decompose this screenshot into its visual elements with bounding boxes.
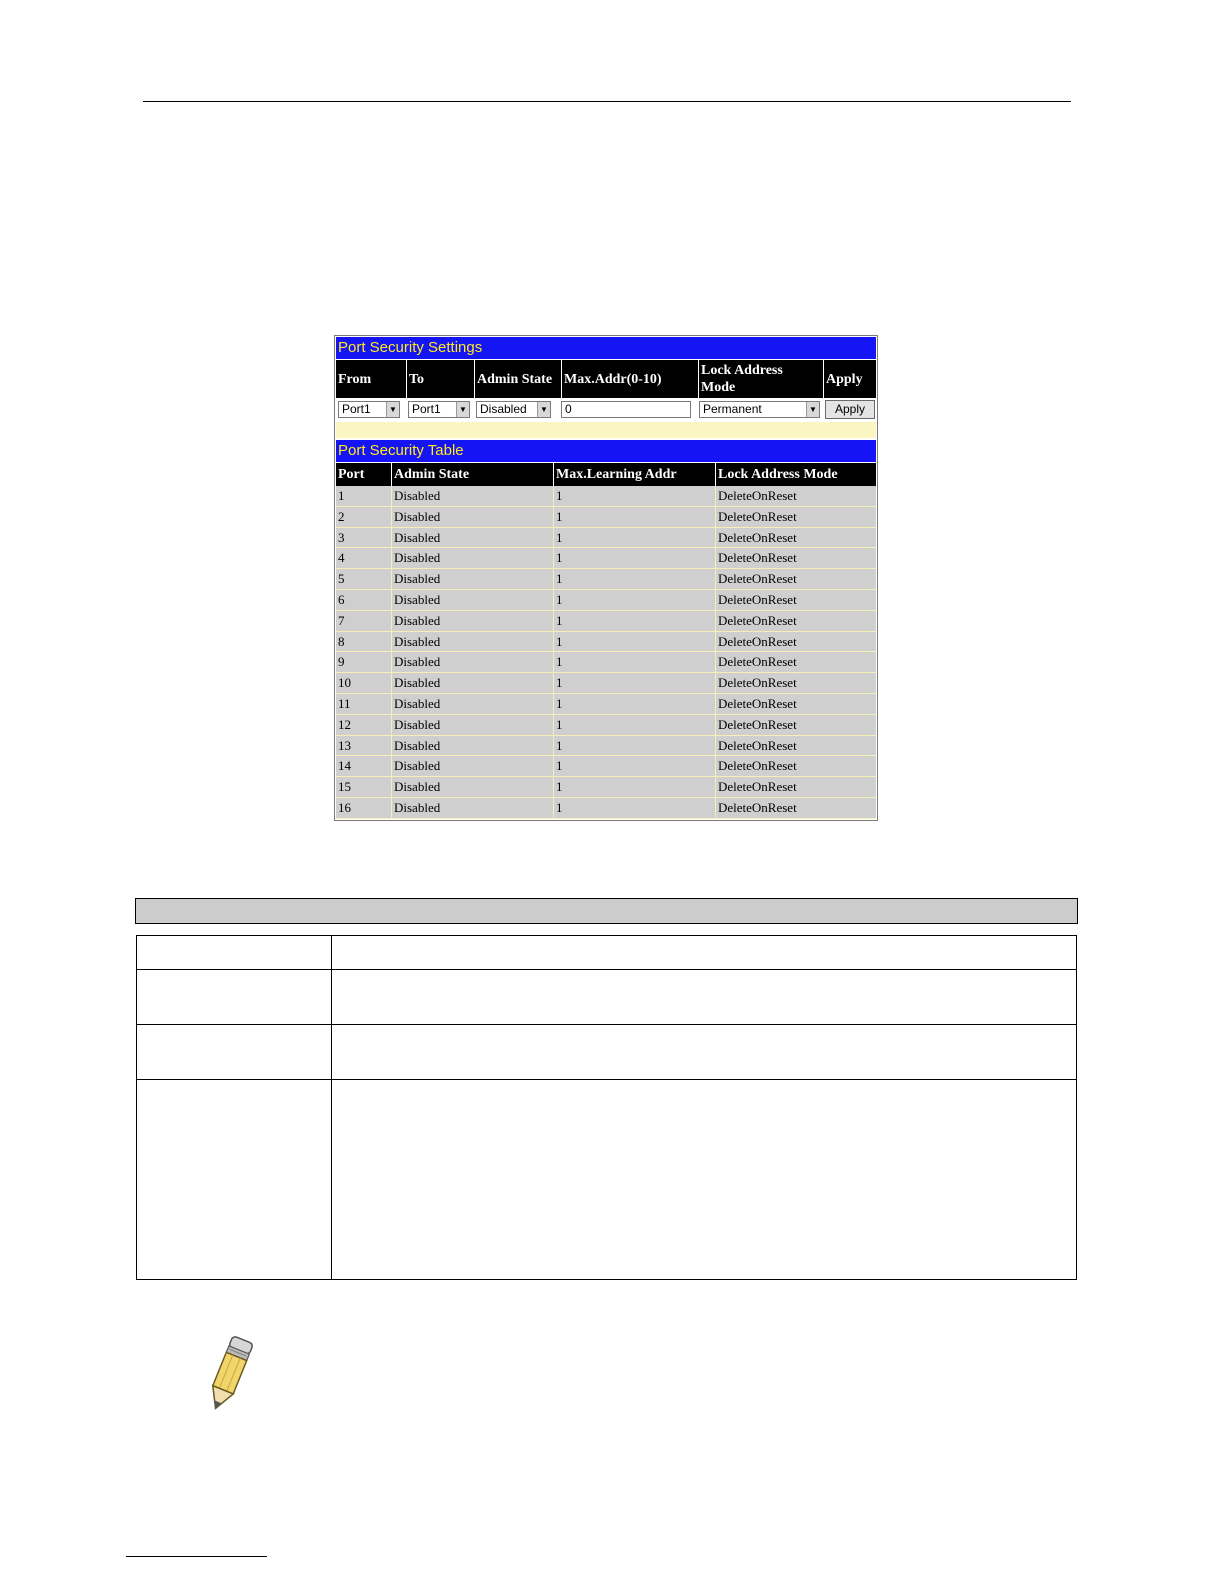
cell-lock-mode: DeleteOnReset <box>715 632 876 652</box>
port-security-panel <box>334 335 878 821</box>
table-row <box>336 715 876 736</box>
parameter-table <box>136 935 1077 1280</box>
settings-title: Port Security Settings <box>338 339 483 356</box>
admin-state-value: Disabled <box>480 402 527 416</box>
cell-max-learning: 1 <box>553 486 715 506</box>
cell-lock-mode: DeleteOnReset <box>715 798 876 818</box>
cell-admin-state: Disabled <box>391 611 553 631</box>
cell-port: 5 <box>338 571 345 587</box>
settings-spacer <box>336 422 876 438</box>
from-port-select[interactable] <box>338 401 400 418</box>
header-lock-mode-line1: Lock Address <box>701 363 783 378</box>
cell-port: 7 <box>338 612 345 628</box>
cell-port: 15 <box>338 779 351 795</box>
table-row <box>336 548 876 569</box>
cell-max-learning: 1 <box>553 652 715 672</box>
cell-lock-mode: DeleteOnReset <box>715 590 876 610</box>
cell-lock-mode: DeleteOnReset <box>715 652 876 672</box>
cell-admin-state: Disabled <box>391 652 553 672</box>
cell-max-learning: 1 <box>553 715 715 735</box>
parameter-table-rule <box>137 1024 1076 1025</box>
cell-admin-state: Disabled <box>391 569 553 589</box>
table-row <box>336 507 876 528</box>
settings-controls-row <box>336 398 876 422</box>
table-row <box>336 528 876 549</box>
cell-max-learning: 1 <box>553 756 715 776</box>
table-row <box>336 736 876 757</box>
cell-port: 8 <box>338 633 345 649</box>
settings-title-bar <box>336 337 876 359</box>
table-row <box>336 590 876 611</box>
cell-lock-mode: DeleteOnReset <box>715 756 876 776</box>
settings-header-row <box>336 360 876 398</box>
header-apply: Apply <box>823 360 876 398</box>
cell-admin-state: Disabled <box>391 777 553 797</box>
cell-port: 1 <box>338 488 345 503</box>
cell-max-learning: 1 <box>553 507 715 527</box>
header-lock-mode-line2: Mode <box>701 380 736 395</box>
cell-admin-state: Disabled <box>391 736 553 756</box>
cell-max-learning: 1 <box>553 694 715 714</box>
table-row <box>336 611 876 632</box>
cell-port: 14 <box>338 758 351 774</box>
cell-max-learning: 1 <box>553 590 715 610</box>
max-addr-input[interactable] <box>561 401 691 418</box>
cell-port: 6 <box>338 591 345 607</box>
cell-lock-mode: DeleteOnReset <box>715 715 876 735</box>
to-port-select[interactable] <box>408 401 470 418</box>
admin-state-select[interactable] <box>476 401 551 418</box>
cell-port: 16 <box>338 799 351 815</box>
footer-rule <box>126 1556 267 1557</box>
cell-admin-state: Disabled <box>391 673 553 693</box>
col-admin-state: Admin State <box>391 463 553 486</box>
table-header-row <box>336 463 876 486</box>
cell-admin-state: Disabled <box>391 486 553 506</box>
cell-lock-mode: DeleteOnReset <box>715 736 876 756</box>
cell-admin-state: Disabled <box>391 548 553 568</box>
table-row <box>336 756 876 777</box>
cell-lock-mode: DeleteOnReset <box>715 486 876 506</box>
header-lock-mode <box>698 360 823 398</box>
cell-admin-state: Disabled <box>391 507 553 527</box>
col-max-learning: Max.Learning Addr <box>553 463 715 486</box>
parameter-table-rule <box>137 1079 1076 1080</box>
cell-lock-mode: DeleteOnReset <box>715 507 876 527</box>
cell-max-learning: 1 <box>553 569 715 589</box>
cell-lock-mode: DeleteOnReset <box>715 694 876 714</box>
cell-port: 10 <box>338 675 351 691</box>
parameter-table-divider <box>331 936 332 1279</box>
cell-admin-state: Disabled <box>391 632 553 652</box>
table-row <box>336 694 876 715</box>
cell-port: 13 <box>338 737 351 753</box>
cell-admin-state: Disabled <box>391 756 553 776</box>
cell-lock-mode: DeleteOnReset <box>715 569 876 589</box>
cell-port: 3 <box>338 529 345 545</box>
lock-mode-value: Permanent <box>703 402 762 416</box>
col-lock-mode: Lock Address Mode <box>715 463 876 486</box>
table-row <box>336 798 876 819</box>
cell-lock-mode: DeleteOnReset <box>715 528 876 548</box>
cell-port: 12 <box>338 716 351 732</box>
pencil-icon <box>196 1333 262 1417</box>
cell-max-learning: 1 <box>553 611 715 631</box>
chevron-down-icon[interactable]: ▼ <box>386 402 399 417</box>
parameter-table-header <box>135 898 1078 924</box>
cell-port: 9 <box>338 654 345 670</box>
cell-port: 11 <box>338 695 351 711</box>
header-admin-state: Admin State <box>474 360 561 398</box>
apply-button[interactable]: Apply <box>825 400 875 419</box>
chevron-down-icon[interactable]: ▼ <box>806 402 819 417</box>
header-to: To <box>406 360 474 398</box>
lock-mode-select[interactable] <box>699 401 820 418</box>
cell-admin-state: Disabled <box>391 715 553 735</box>
header-from: From <box>338 371 372 387</box>
cell-port: 2 <box>338 508 345 524</box>
cell-lock-mode: DeleteOnReset <box>715 611 876 631</box>
cell-max-learning: 1 <box>553 736 715 756</box>
table-row <box>336 777 876 798</box>
port-security-rows <box>336 486 876 819</box>
cell-lock-mode: DeleteOnReset <box>715 548 876 568</box>
table-row <box>336 652 876 673</box>
cell-max-learning: 1 <box>553 673 715 693</box>
from-port-value: Port1 <box>342 402 371 416</box>
col-port: Port <box>338 467 365 482</box>
header-max-addr: Max.Addr(0-10) <box>561 360 698 398</box>
cell-max-learning: 1 <box>553 528 715 548</box>
parameter-table-rule <box>137 969 1076 970</box>
cell-port: 4 <box>338 550 345 566</box>
chevron-down-icon[interactable]: ▼ <box>456 402 469 417</box>
cell-lock-mode: DeleteOnReset <box>715 673 876 693</box>
cell-max-learning: 1 <box>553 777 715 797</box>
header-rule <box>143 101 1071 102</box>
table-title: Port Security Table <box>338 442 464 459</box>
cell-admin-state: Disabled <box>391 694 553 714</box>
cell-max-learning: 1 <box>553 548 715 568</box>
table-title-bar <box>336 440 876 462</box>
max-addr-value: 0 <box>565 402 572 416</box>
cell-admin-state: Disabled <box>391 590 553 610</box>
cell-lock-mode: DeleteOnReset <box>715 777 876 797</box>
to-port-value: Port1 <box>412 402 441 416</box>
cell-admin-state: Disabled <box>391 528 553 548</box>
cell-max-learning: 1 <box>553 798 715 818</box>
table-row <box>336 673 876 694</box>
cell-max-learning: 1 <box>553 632 715 652</box>
table-row <box>336 486 876 507</box>
table-row <box>336 569 876 590</box>
chevron-down-icon[interactable]: ▼ <box>537 402 550 417</box>
cell-admin-state: Disabled <box>391 798 553 818</box>
table-row <box>336 632 876 653</box>
